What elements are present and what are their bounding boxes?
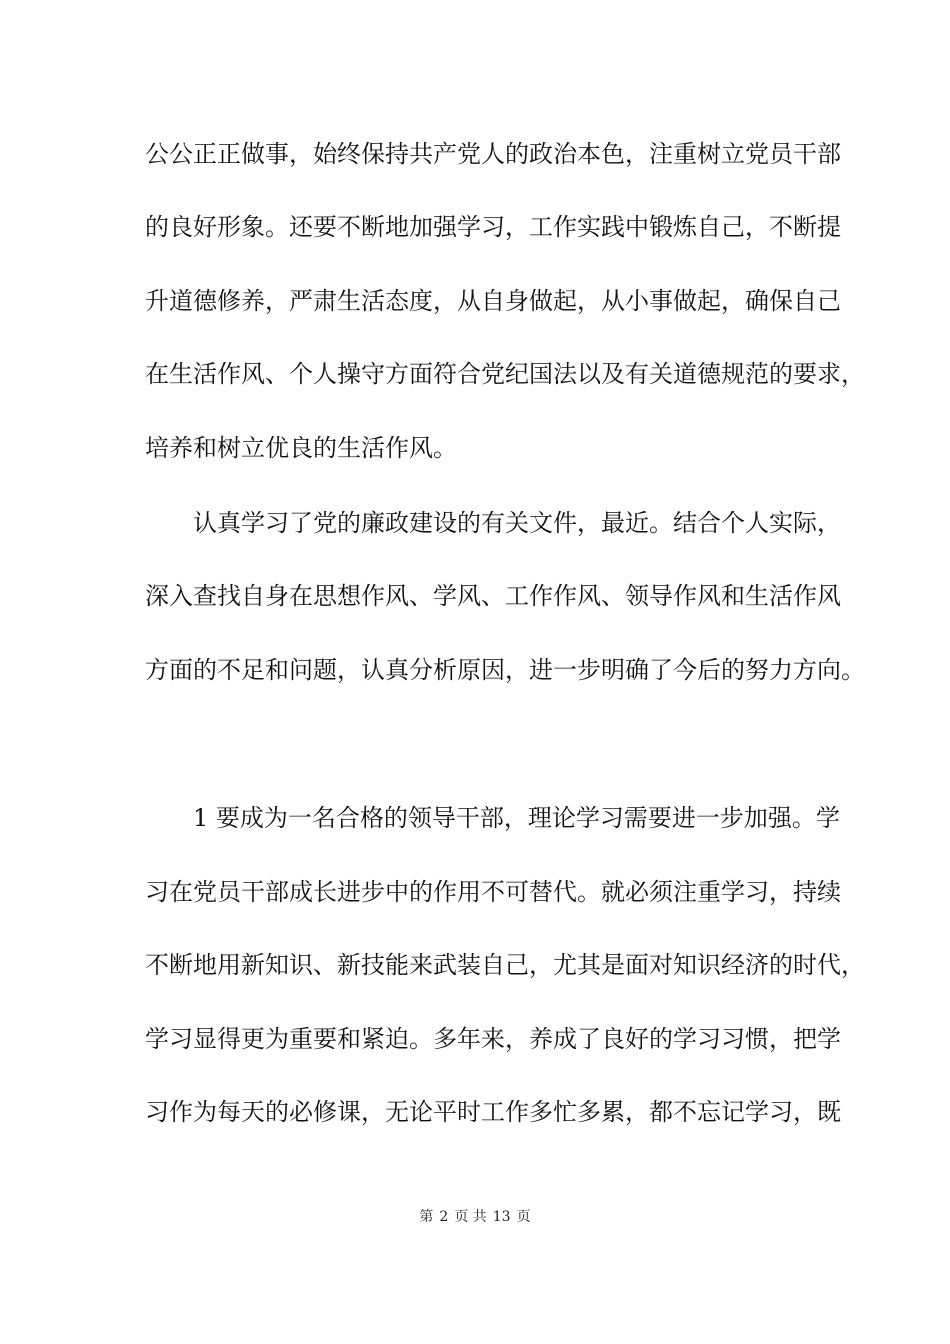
footer-prefix: 第 [419,1209,434,1225]
paragraph-3-line-1: 1 要成为一名合格的领导干部，理论学习需要进一步加强。学 [193,804,840,832]
footer-middle: 页 共 [454,1209,487,1225]
paragraph-3-line-3: 不断地用新知识、新技能来武装自己，尤其是面对知识经济的时代， [145,951,865,979]
paragraph-2-line-1: 认真学习了党的廉政建设的有关文件，最近。结合个人实际， [193,509,841,537]
footer-suffix: 页 [516,1209,531,1225]
paragraph-1-line-5: 培养和树立优良的生活作风。 [145,434,457,462]
paragraph-2-line-2: 深入查找自身在思想作风、学风、工作作风、领导作风和生活作风 [145,582,841,610]
paragraph-1-line-3: 升道德修养，严肃生活态度，从自身做起，从小事做起，确保自己 [145,287,841,315]
page-footer [0,1208,950,1226]
paragraph-2-line-3: 方面的不足和问题，认真分析原因，进一步明确了今后的努力方向。 [145,656,865,684]
footer-current-page: 2 [439,1209,449,1225]
paragraph-1-line-4: 在生活作风、个人操守方面符合党纪国法以及有关道德规范的要求， [145,360,865,388]
paragraph-3-line-2: 习在党员干部成长进步中的作用不可替代。就必须注重学习，持续 [145,878,841,906]
paragraph-1-line-2: 的良好形象。还要不断地加强学习，工作实践中锻炼自己，不断提 [145,213,841,241]
paragraph-1-line-1: 公公正正做事，始终保持共产党人的政治本色，注重树立党员干部 [145,140,841,168]
footer-total-pages: 13 [492,1209,511,1225]
paragraph-3-line-4: 学习显得更为重要和紧迫。多年来，养成了良好的学习习惯，把学 [145,1025,841,1053]
paragraph-3-line-5: 习作为每天的必修课，无论平时工作多忙多累，都不忘记学习，既 [145,1098,841,1126]
